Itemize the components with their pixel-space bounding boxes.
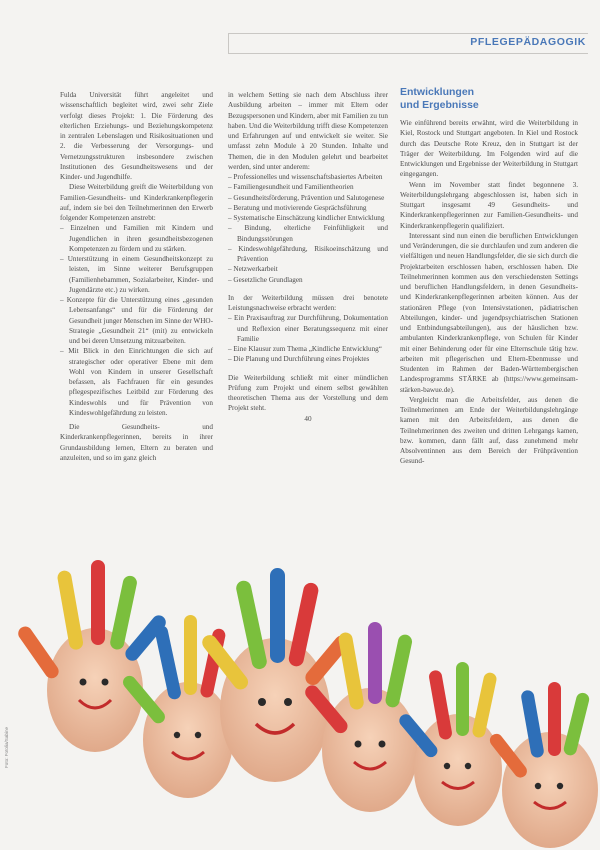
heading-line: Entwicklungen [400, 86, 475, 98]
topic-list [228, 172, 388, 285]
section-label: PFLEGEPÄDAGOGIK [470, 36, 586, 48]
header-rule [228, 33, 588, 34]
list-item: – Bindung, elterliche Feinfühligkeit und Bindungsstörungen [228, 223, 388, 244]
paragraph: Diese Weiterbildung greift die Weiterbildung von Familien-Gesundheits- und Kinderkrankenpflegerin auf, indem sie bei den Teilnehmerinnen den Erwerb folgender Kompetenzen anstrebt: [60, 183, 213, 222]
list-item: – Unterstützung in einem Gesundheitskonzept zu leisten, im Sinne weiterer Berufsgruppen (Familienhebammen, Sozialarbeiter, Kinder- und Jugendärzte etc.) zu wirken. [60, 254, 213, 295]
list-item: – Ein Praxisauftrag zur Durchführung, Dokumentation und Reflexion einer Beratungssequenz mit einer Familie [228, 313, 388, 344]
paragraph: Vergleicht man die Arbeitsfelder, aus denen die Teilnehmerinnen am Ende der Weiterbildungslehrgänge kamen mit den Arbeitsfeldern, aus denen die Teilnehmerinnen des zweiten und dritten Lehrgangs kamen, bzw. kommen, dann fällt auf, dass zunehmend mehr Absolventinnen aus dem Bereich der Frühprävention Gesund- [400, 395, 578, 466]
text-column-1 [60, 90, 213, 463]
list-item: – Professionelles und wissenschaftsbasiertes Arbeiten [228, 172, 388, 182]
paragraph: in welchem Setting sie nach dem Abschluss ihrer Ausbildung arbeiten – immer mit Eltern oder Bezugspersonen und Kindern, aber mit Familien zu tun haben. Und die Weiterbildung trifft diese Kompetenzen und Erfahrungen auf und entwickelt sie weiter. Sie umfasst zehn Module à 20 Stunden. Inhalte und Themen, die in den Modulen gelehrt und bearbeitet werden, sind unter anderem: [228, 91, 388, 171]
list-item: – Einzelnen und Familien mit Kindern und Jugendlichen in ihren gesundheitsbezogenen Kompetenzen zu fördern und zu stärken. [60, 223, 213, 254]
list-item: – Netzwerkarbeit [228, 264, 388, 274]
paragraph: Wenn im November statt findet begonnene 3. Weiterbildungslehrgang abgeschlossen ist, haben sich in Stuttgart insgesamt 49 Gesundheits- und Kinderkrankenpflegerinnen zur Familien-Gesundheits- und Kinderkrankenpflegerin qualifiziert. [400, 180, 578, 230]
list-item: – Eine Klausur zum Thema „Kindliche Entwicklung“ [228, 344, 388, 354]
text-column-3 [400, 86, 578, 467]
list-item: – Die Planung und Durchführung eines Projektes [228, 354, 388, 364]
paragraph: Die Gesundheits- und Kinderkrankenpflegerinnen, bereits in ihrer Grundausbildung lernen, Eltern zu beraten und anzuleiten, und so im ganz gleich [60, 423, 213, 462]
painted-hands-photo [0, 530, 600, 850]
list-item: – Gesetzliche Grundlagen [228, 275, 388, 285]
assessment-list [228, 313, 388, 364]
heading-line: und Ergebnisse [400, 99, 479, 111]
photo-credit: Foto: Fotolia/Sabine [4, 726, 9, 768]
paragraph: Wie einführend bereits erwähnt, wird die Weiterbildung in Kiel, Rostock und Stuttgart angeboten. In Kiel und Rostock durch das Deutsche Rote Kreuz, den in Stuttgart ist der Träger der Weiterbildung. Im Folgenden wird auf die Entwicklungen und Ergebnisse der Weiterbildung in Stuttgart eingegangen. [400, 119, 578, 179]
competency-list [60, 223, 213, 418]
header-rule [228, 33, 229, 54]
paragraph: Die Weiterbildung schließt mit einer mündlichen Prüfung zum Projekt und einem selbst gewählten theoretischen Thema aus der Vorstellung und dem Projekt steht. [228, 373, 388, 413]
list-item: – Beratung und motivierende Gesprächsführung [228, 203, 388, 213]
page-number: 40 [304, 414, 312, 423]
paragraph: Fulda Universität führt angeleitet und wissenschaftlich begleitet wird, zwei sehr Ziele verfolgt dieses Projekt: 1. Die Förderung des elterlichen Erziehungs- und Beziehungskompetenz in zentralen Lebenslagen und Risikosituationen und 2. die Verbesserung der Versorgungs- und Vernetzungsstrukturen insbesondere zwischen Institutionen des Gesundheitswesens und der Kinder- und Jugendhilfe. [60, 91, 213, 181]
section-heading [400, 86, 578, 112]
list-item: – Kindeswohlgefährdung, Risikoeinschätzung und Prävention [228, 244, 388, 265]
text-column-2 [228, 90, 388, 424]
list-item: – Mit Blick in den Einrichtungen die sich auf strategischer oder operativer Ebene mit dem Wohl von Kindern in unserer Gesellschaft befassen, als Fachfrauen für ein gesundes pflegespezifisches Leitbild zur Förderung des Kindeswohls und für Prävention von Kindeswohlgefährdung zu leisten. [60, 346, 213, 418]
list-item: – Gesundheitsförderung, Prävention und Salutogenese [228, 193, 388, 203]
paragraph: In der Weiterbildung müssen drei benotete Leistungsnachweise erbracht werden: [228, 293, 388, 312]
list-item: – Konzepte für die Unterstützung eines „gesunden Lebensanfangs“ und für die Förderung der Gesundheit junger Menschen im Sinne der WHO-Strategie „Gesundheit 21“ (mit) zu entwickeln und bei deren Umsetzung mitzuarbeiten. [60, 295, 213, 346]
list-item: – Systematische Einschätzung kindlicher Entwicklung [228, 213, 388, 223]
header-rule [228, 53, 588, 54]
list-item: – Familiengesundheit und Familientheorien [228, 182, 388, 192]
paragraph: Interessant sind nun einen die beruflichen Entwicklungen und Veränderungen, die sie durchlaufen und zum anderen die vielfältigen und neuen Handlungsfelder, die sie sich durch die Projektarbeiten erschlossen haben, erschlossen haben. Die Teilnehmerinnen kommen aus den verschiedensten Settings und beruflichen Handlungsfeldern, in denen Gesundheits- und Kinderkrankenpflegerinnen arbeiten können. Aus der stationären Pflege (von Intensivstationen, pädiatrischen Abteilungen, kinder- und jugendpsychiatrischen Stationen und Entbindungsabteilungen), aus der häuslichen bzw. ambulanten Kinderkrankenpflege, von Schulen für Kinder mit einer Behinderung oder für eine Elternschule tätig bzw. arbeiten mit pflegerischen und Eltern-Ebenmusse und Studenten im Rahmen der Baden-Württembergischen Landesprogramms STÄRKE ab (https://www.gemeinsam-stärken-bawue.de). [400, 231, 578, 394]
